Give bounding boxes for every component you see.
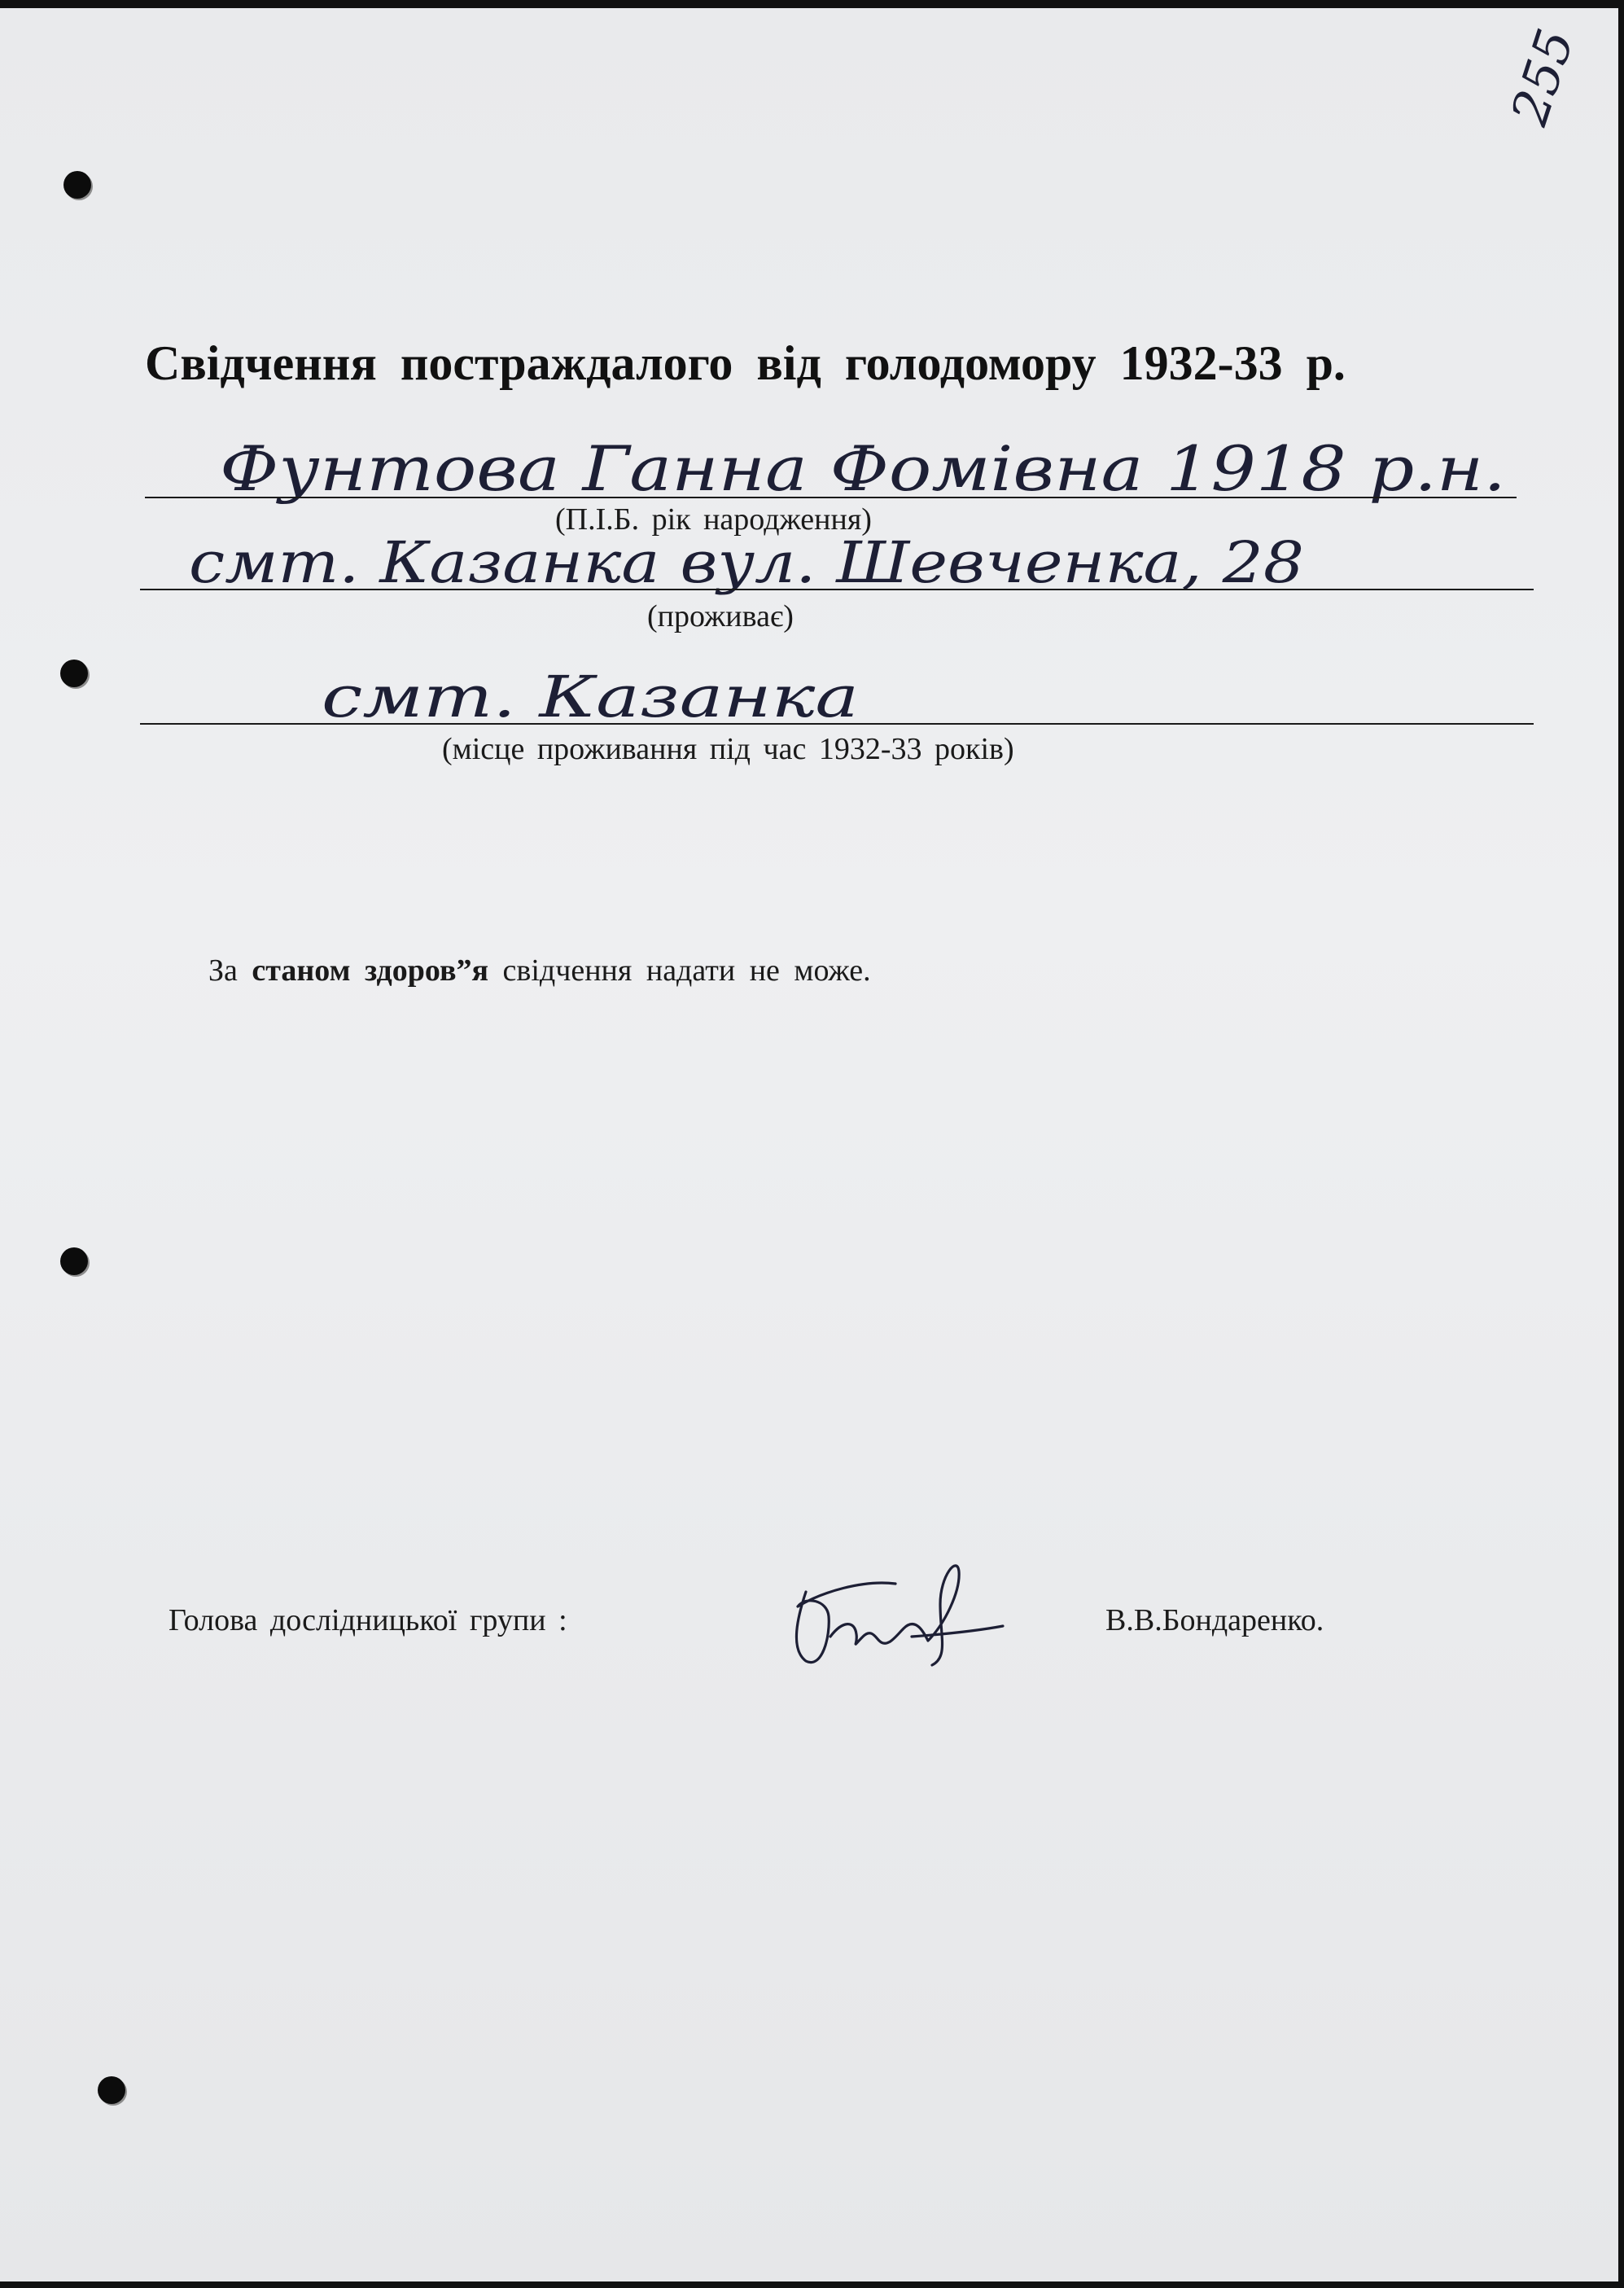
residence-1932-line [140,723,1534,725]
residence-line [140,589,1534,590]
punch-hole-3 [60,1247,88,1275]
statement-pre: За [208,953,238,988]
handwritten-signature [773,1559,1009,1673]
name-caption: (П.І.Б. рік народження) [555,502,872,537]
statement-text [208,953,871,988]
statement-post: свідчення надати не може. [502,953,871,988]
punch-hole-2 [60,660,88,687]
archive-page-number [1475,16,1597,138]
residence-1932-caption: (місце проживання під час 1932-33 років) [442,732,1014,766]
signer-name: В.В.Бондаренко. [1105,1603,1324,1637]
residence-value: смт. Казанка вул. Шевченка, 28 [189,529,1305,596]
residence-1932-value: смт. Казанка [322,664,859,730]
name-value: Фунтова Ганна Фомівна 1918 р.н. [220,432,1506,505]
statement-bold: станом здоров”я [252,953,489,988]
residence-caption: (проживає) [647,599,794,633]
document-page [0,8,1618,2281]
signature-role-label: Голова дослідницької групи : [169,1603,567,1637]
punch-hole-4 [98,2076,125,2104]
document-title: Свідчення постраждалого від голодомору 1932-33 р. [145,336,1346,390]
name-line [145,497,1517,498]
punch-hole-1 [63,171,91,199]
svg-text:255: 255 [1499,21,1586,133]
